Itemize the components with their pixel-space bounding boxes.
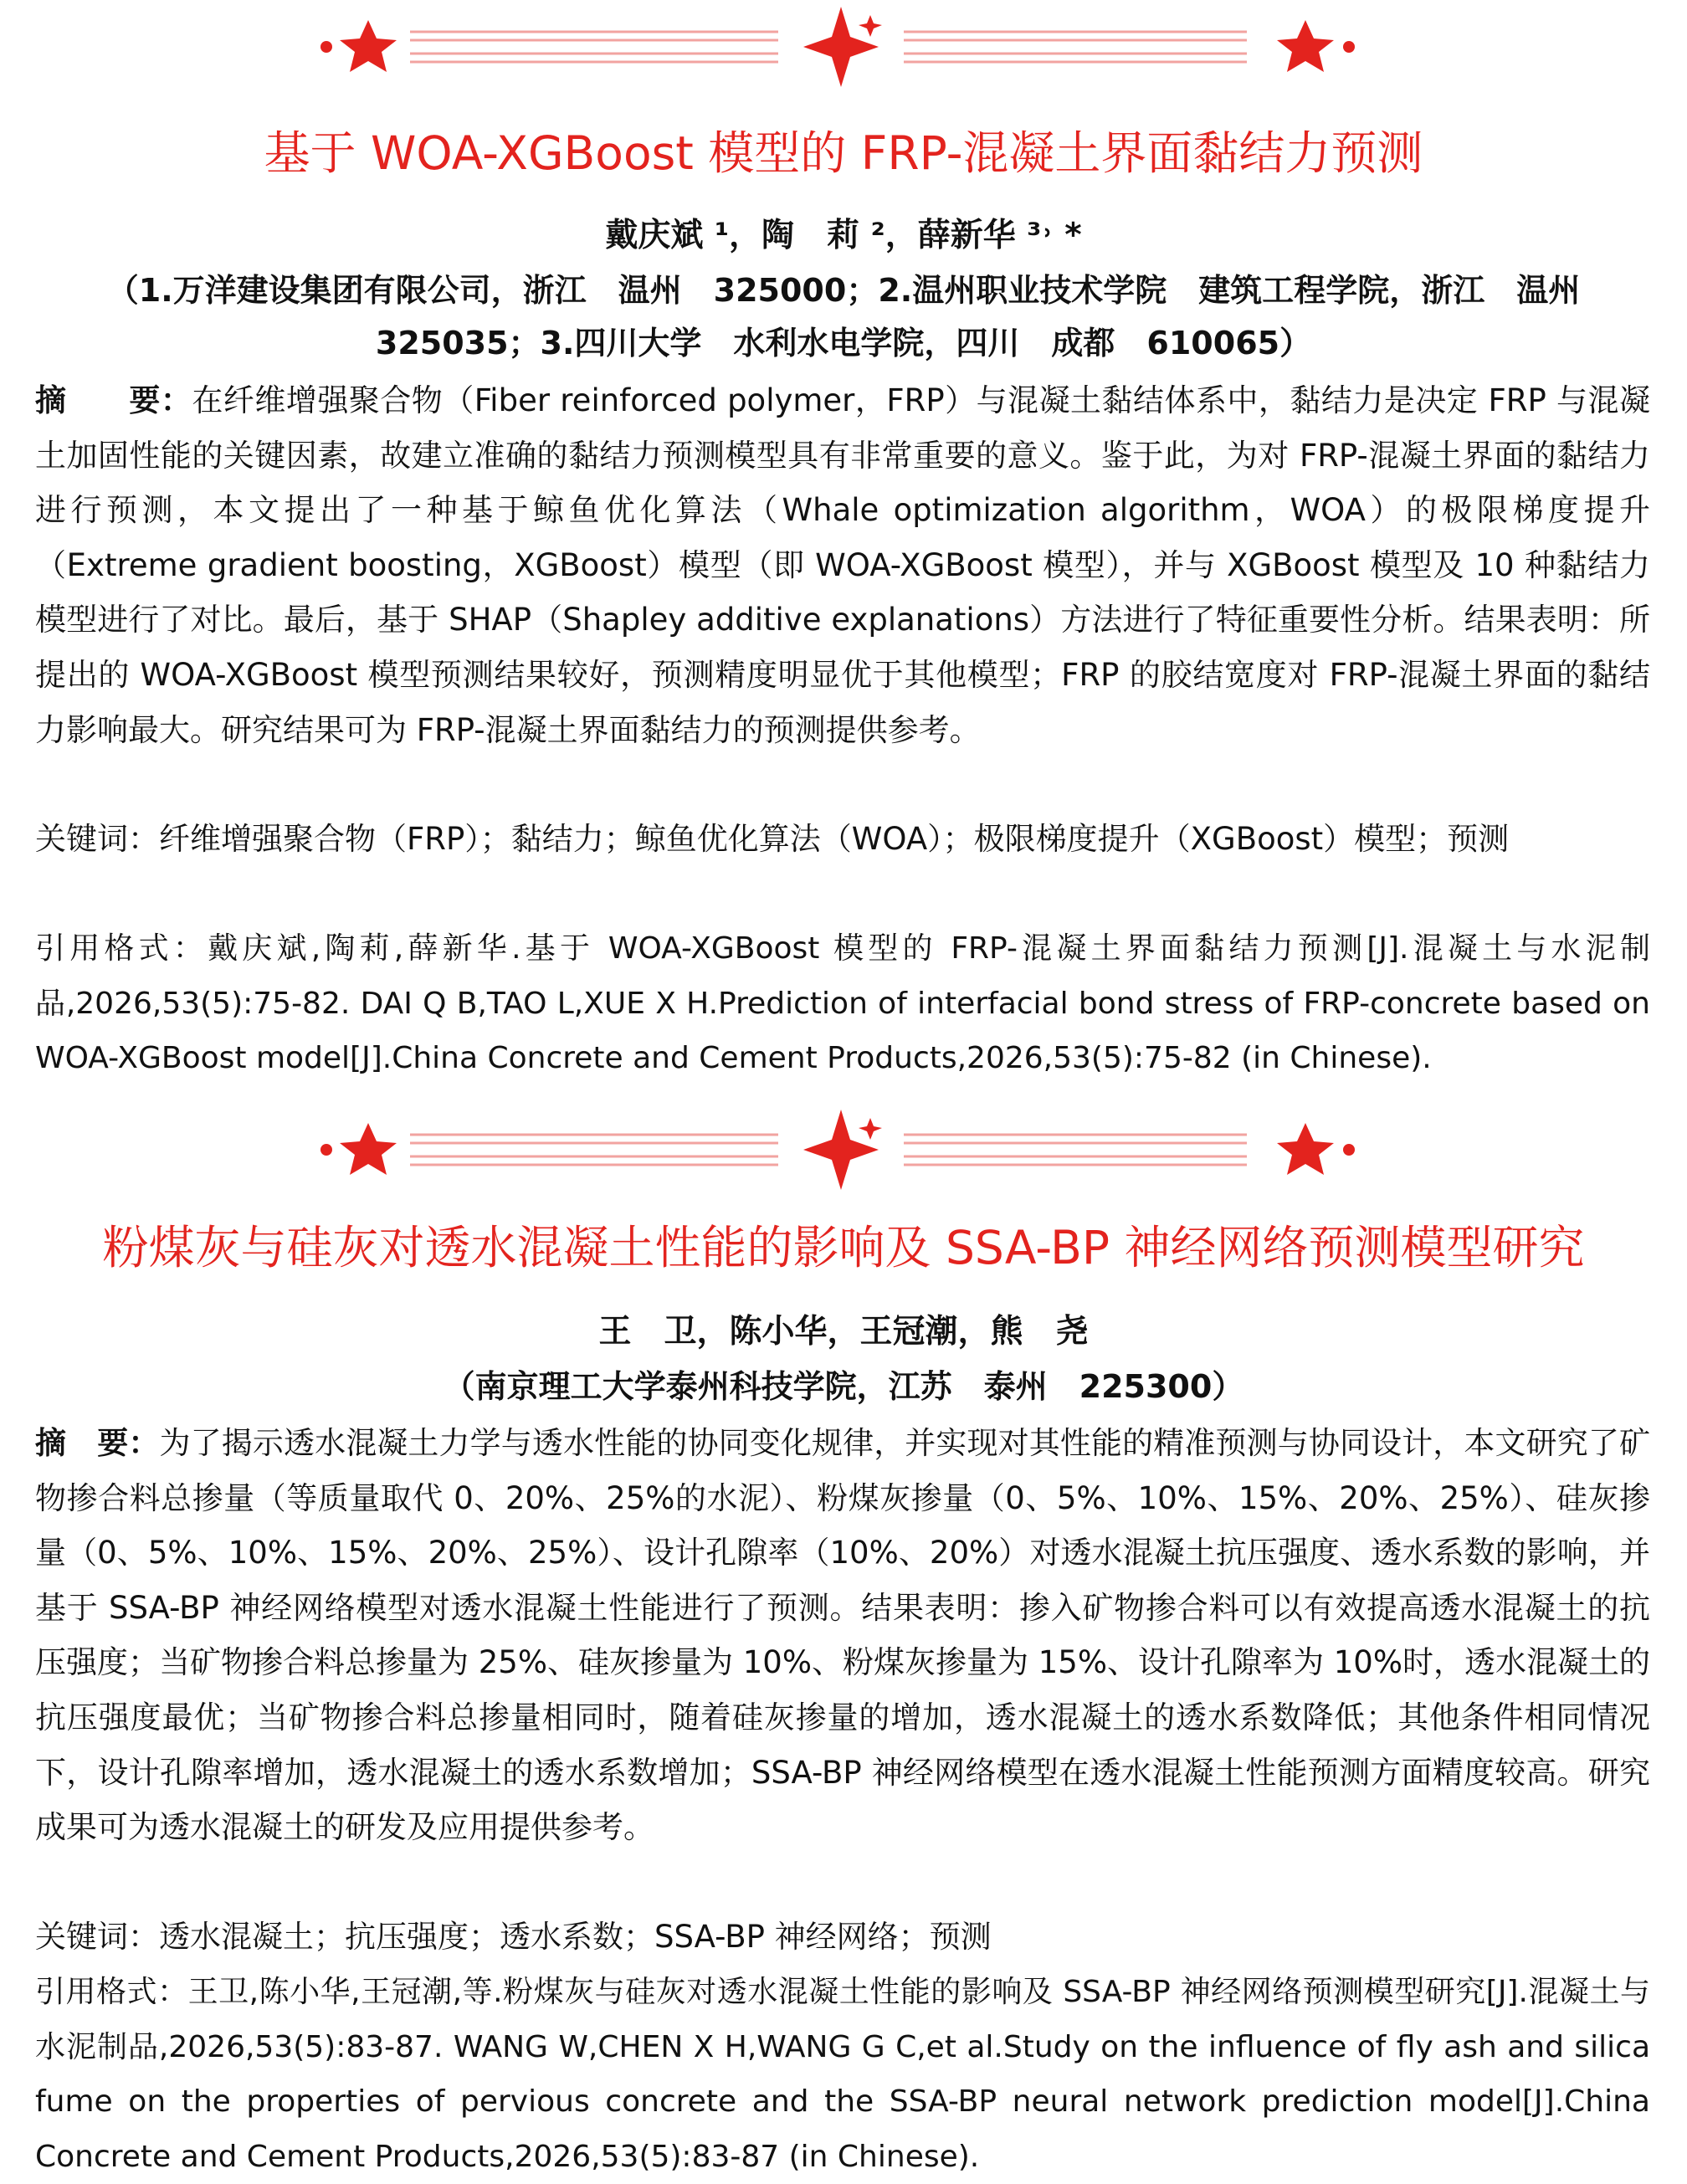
abstract-label: 摘 要： <box>35 382 192 418</box>
abstract-text: 在纤维增强聚合物（Fiber reinforced polymer，FRP）与混凝土黏结体系中，黏结力是决定 FRP 与混凝土加固性能的关键因素，故建立准确的黏结力预测模型具有非常重要的意义。鉴于此，为对 FRP-混凝土界面的黏结力进行预测，本文提出了一种基于鲸鱼优化算法（Whale optimization algorithm，WOA）的极限梯度提升（Extreme gradient boosting，XGBoost）模型（即 WOA-XGBoost 模型），并与 XGBoost 模型及 10 种黏结力模型进行了对比。最后，基于 SHAP（Shapley additive explanations）方法进行了特征重要性分析。结果表明：所提出的 WOA-XGBoost 模型预测结果较好，预测精度明显优于其他模型；FRP 的胶结宽度对 FRP-混凝土界面的黏结力影响最大。研究结果可为 FRP-混凝土界面黏结力的预测提供参考。 <box>35 382 1650 748</box>
affiliation-text: （1.万洋建设集团有限公司，浙江 温州 325000；2.温州职业技术学院 建筑工程学院，浙江 温州 325035；3.四川大学 水利水电学院，四川 成都 610065） <box>106 272 1613 361</box>
affiliation-text: （南京理工大学泰州科技学院，江苏 泰州 225300） <box>443 1368 1244 1405</box>
abstract-section <box>35 373 1650 757</box>
article-title: 粉煤灰与硅灰对透水混凝土性能的影响及 SSA-BP 神经网络预测模型研究 <box>102 1221 1585 1274</box>
citation-label: 引用格式： <box>35 1975 188 2009</box>
star-divider-icon <box>0 0 1687 92</box>
citation-section <box>35 1965 1650 2184</box>
citation-text: 戴庆斌,陶莉,薛新华.基于 WOA-XGBoost 模型的 FRP-混凝土界面黏结力预测[J].混凝土与水泥制品,2026,53(5):75-82. DAI Q B,TAO L,XUE X H.Prediction of interfacial bond stress of FRP-concrete based on WOA-XGBoost model[J].China Concrete and Cement Products,2026,53(5):75-82 (in Chinese). <box>35 931 1650 1076</box>
article-title: 基于 WOA-XGBoost 模型的 FRP-混凝土界面黏结力预测 <box>264 126 1423 180</box>
star-divider <box>0 1103 1687 1195</box>
keywords-label: 关键词： <box>35 1919 159 1955</box>
citation-label: 引用格式： <box>35 931 208 966</box>
author-list: 王 卫，陈小华，王冠潮，熊 尧 <box>598 1313 1089 1351</box>
abstract-label: 摘 要： <box>35 1425 160 1461</box>
citation-section <box>35 921 1650 1086</box>
keywords-section <box>35 812 1650 867</box>
keywords-label: 关键词： <box>35 821 159 857</box>
abstract-text: 为了揭示透水混凝土力学与透水性能的协同变化规律，并实现对其性能的精准预测与协同设计，本文研究了矿物掺合料总掺量（等质量取代 0、20%、25%的水泥）、粉煤灰掺量（0、5%、10%、15%、20%、25%）、硅灰掺量（0、5%、10%、15%、20%、25%）、设计孔隙率（10%、20%）对透水混凝土抗压强度、透水系数的影响，并基于 SSA-BP 神经网络模型对透水混凝土性能进行了预测。结果表明：掺入矿物掺合料可以有效提高透水混凝土的抗压强度；当矿物掺合料总掺量为 25%、硅灰掺量为 10%、粉煤灰掺量为 15%、设计孔隙率为 10%时，透水混凝土的抗压强度最优；当矿物掺合料总掺量相同时，随着硅灰掺量的增加，透水混凝土的透水系数降低；其他条件相同情况下，设计孔隙率增加，透水混凝土的透水系数增加；SSA-BP 神经网络模型在透水混凝土性能预测方面精度较高。研究成果可为透水混凝土的研发及应用提供参考。 <box>35 1425 1651 1846</box>
keywords-text: 透水混凝土；抗压强度；透水系数；SSA-BP 神经网络；预测 <box>159 1919 992 1955</box>
keywords-text: 纤维增强聚合物（FRP）；黏结力；鲸鱼优化算法（WOA）；极限梯度提升（XGBoost）模型；预测 <box>159 821 1510 857</box>
star-divider <box>0 0 1687 92</box>
citation-text: 王卫,陈小华,王冠潮,等.粉煤灰与硅灰对透水混凝土性能的影响及 SSA-BP 神经网络预测模型研究[J].混凝土与水泥制品,2026,53(5):83-87. WANG W,CHEN X H,WANG G C,et al.Study on the influence of fly ash and silica fume on the properties of pervious concrete and the SSA-BP neural network prediction model[J].China Concrete and Cement Products,2026,53(5):83-87 (in Chinese). <box>35 1975 1651 2174</box>
keywords-section <box>35 1910 1650 1965</box>
abstract-section <box>35 1416 1650 1855</box>
author-list: 戴庆斌 ¹，陶 莉 ²，薛新华 ³˒ * <box>605 217 1082 254</box>
star-divider-icon <box>0 1103 1687 1195</box>
